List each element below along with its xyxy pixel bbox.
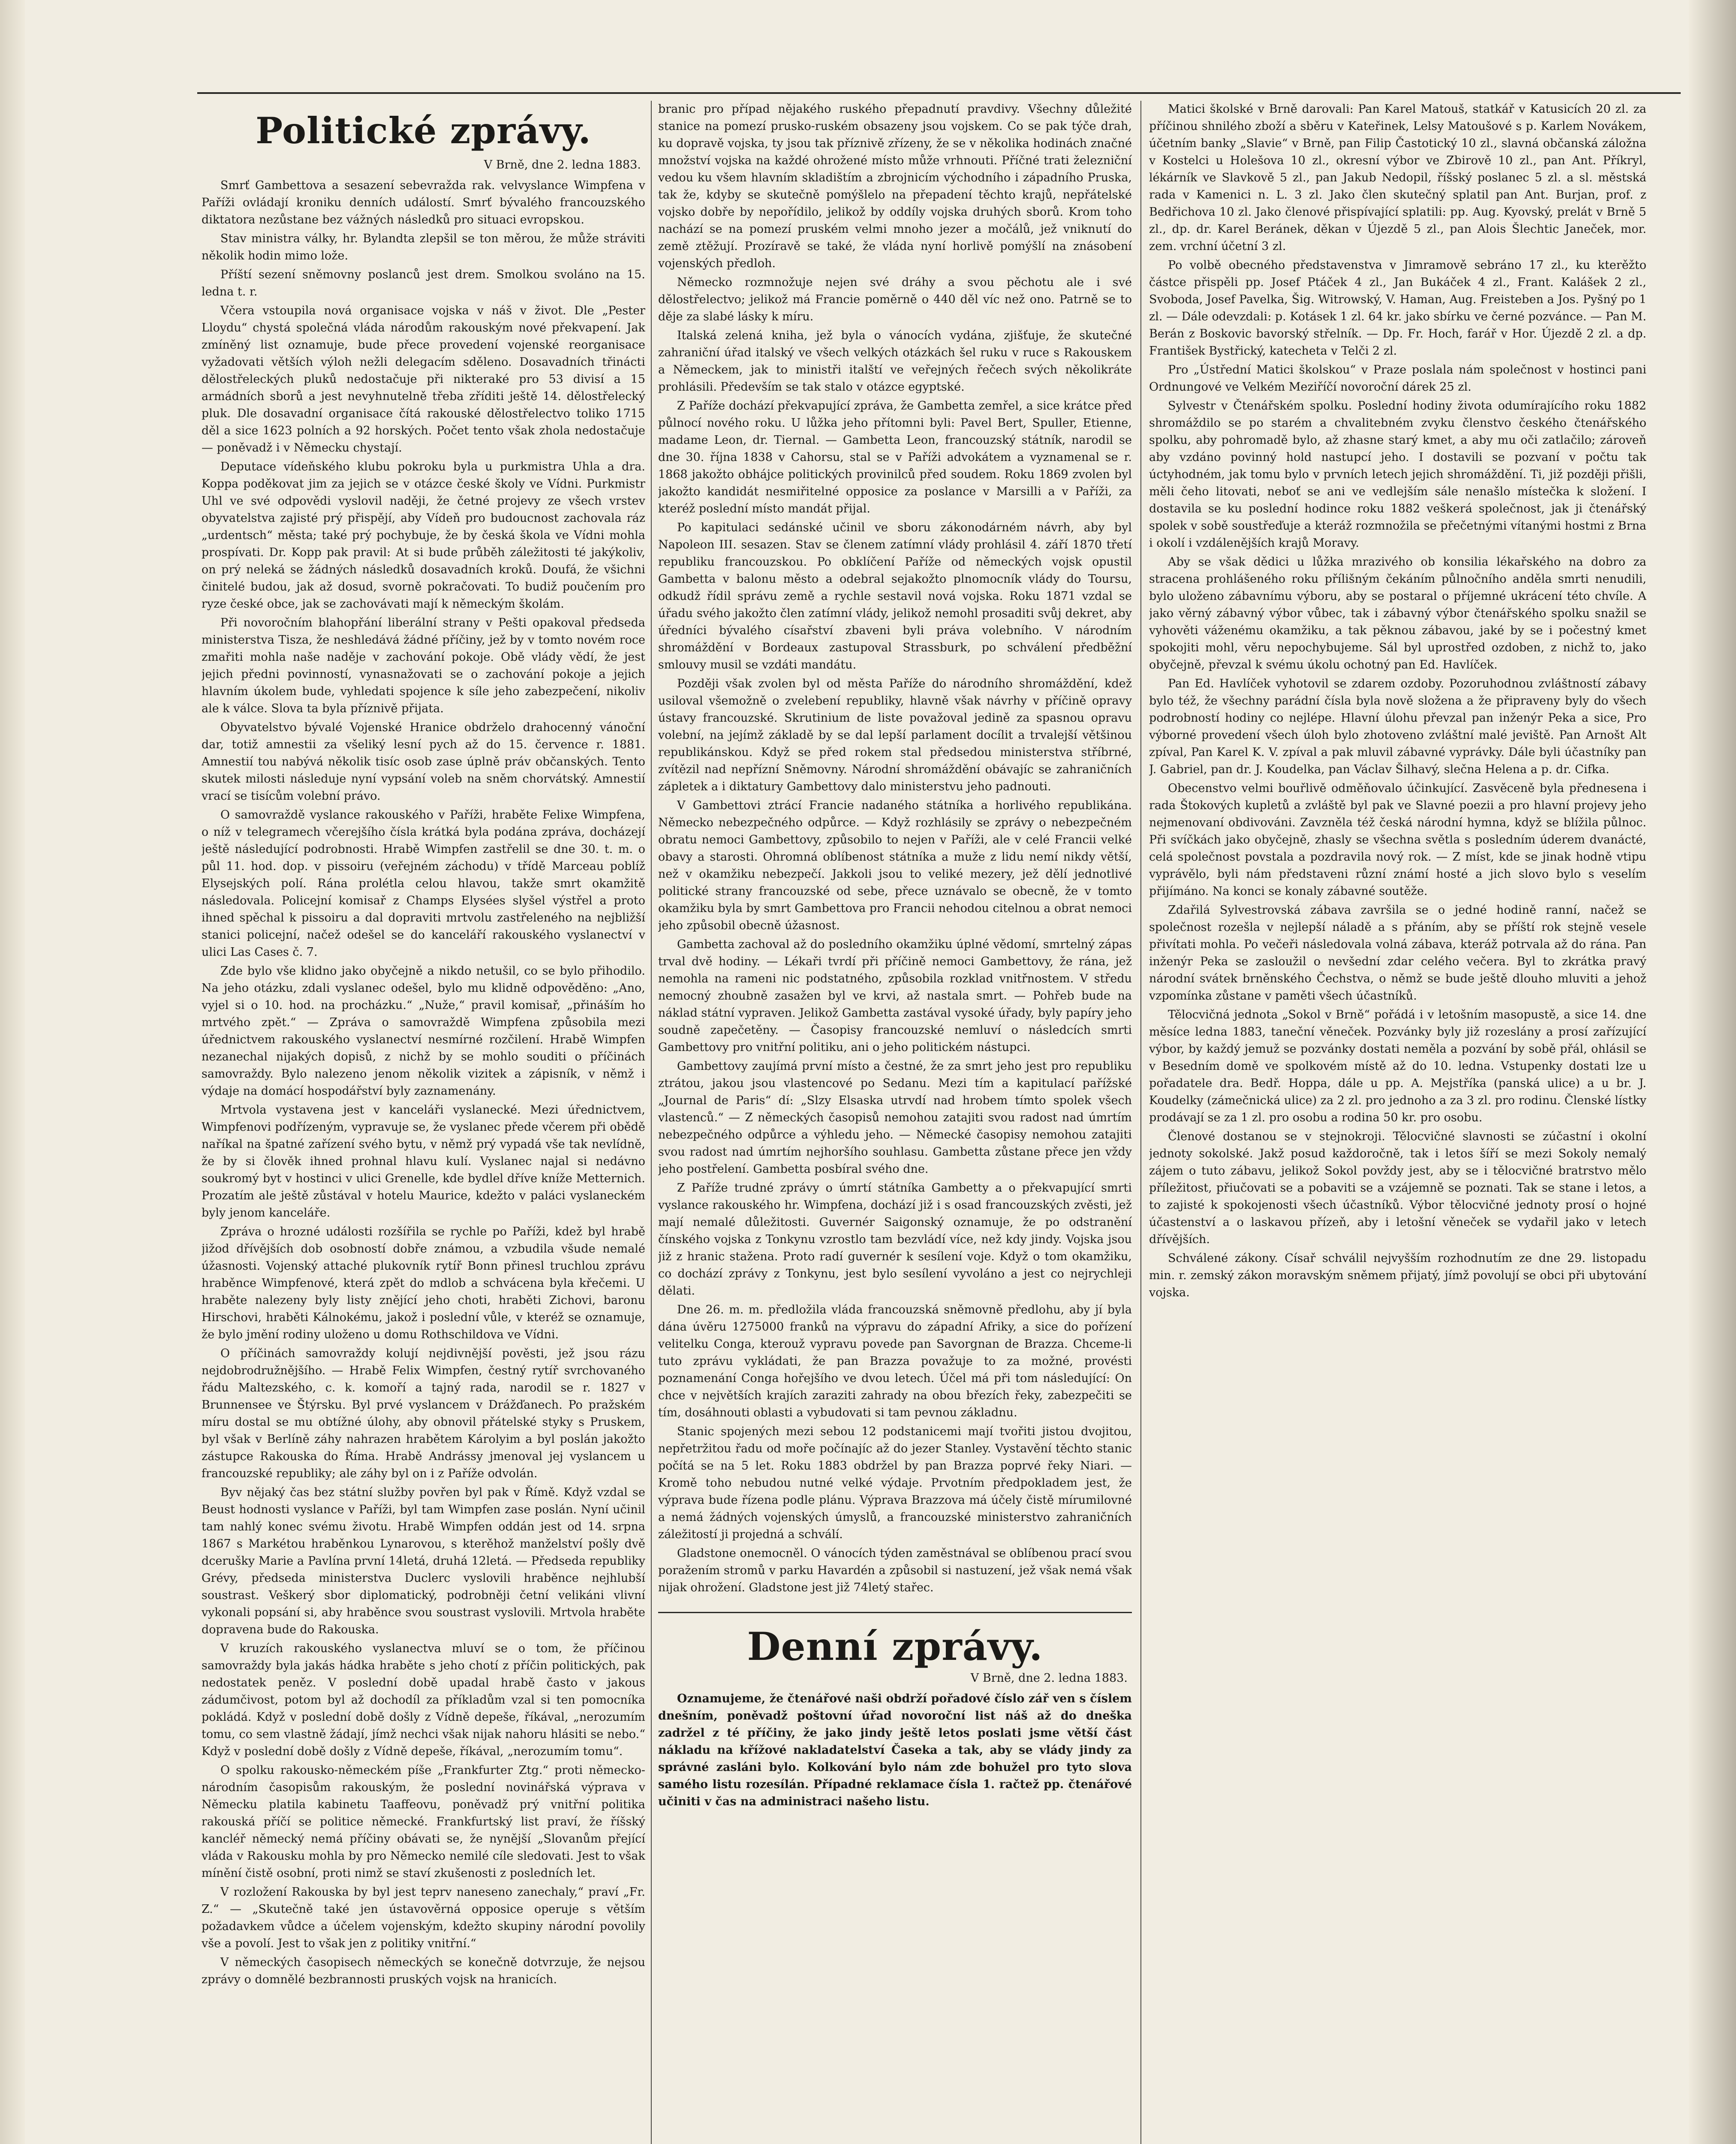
article-paragraph: Členové dostanou se v stejnokroji. Tělocvičné slavnosti se zúčastní i okolní jednoty sokolské. Jakž posud každoročně, tak i letos šíří se mezi Sokoly nemalý zájem o tuto zábavu, jelikož Sokol povždy jest, aby se i tělocvičné bratrstvo mělo příležitost, přiučovati se a pobaviti se a vzájemně se poznati. Tak se stane i letos, a to zajisté k spokojenosti všech účastníků. Výbor tělocvičné jednoty prosí o hojné účastenství a o laskavou přízeň, aby i letošní věneček se vydařil jako v letech dřívějších. — [1149, 1130, 1646, 1246]
article-paragraph: Po kapitulaci sedánské učinil ve sboru zákonodárném návrh, aby byl Napoleon III. sesazen. Stav se členem zatímní vlády prohlásil 4. září 1870 třetí republiku francouzskou. Po obklíčení Paříže od německých vojsk opustil Gambetta v balonu město a odebral sejakožto plnomocník vlády do Toursu, odkudž řídil správu země a rychle sestavil nová vojska. Roku 1871 vzdal se úřadu svého jakožto člen zatímní vlády, jelikož nemohl prosaditi svůj dekret, aby úředníci bývalého císařství zbaveni byli práva volebního. V národním shromáždění v Bordeaux zastupoval Strassburk, po schválení předběžní smlouvy musil se vzdáti mandátu. — [658, 521, 1132, 672]
article-paragraph: Stanic spojených mezi sebou 12 podstanicemi mají tvořiti jistou dvojitou, nepřetržitou řadu od moře počínajíc až do jezer Stanley. Vystavění těchto stanic počítá se na 5 let. Roku 1883 obdržel by pan Brazza poprvé řeky Niari. — Kromě toho nebudou nutné velké výdaje. Prvotním předpokladem jest, že výprava bude řízena podle plánu. Výprava Brazzova má účely čistě mírumilovné a nemá žádných vojenských úmyslů, a francouzské ministerstvo zahraničních záležitostí ji projedná a schválí. — [658, 1425, 1132, 1541]
article-paragraph: Později však zvolen byl od města Paříže do národního shromáždění, kdež usiloval všemožně o zvelebení republiky, hlavně však návrhy v příčině opravy ústavy francouzské. Skrutinium de liste považoval jedině za spasnou opravu volební, na jejímž základě by se dal lepší parlament docílit a trvalejší většinou republikánskou. Když se před rokem stal předsedou ministerstva stříbrné, zvítězil nad nepřízní Sněmovny. Národní shromáždění obávajíc se zahraničních zápletek a i diktatury Gambettovy dalo ministerstvu jeho padnouti. — [658, 677, 1132, 793]
article-paragraph: Gladstone onemocněl. O vánocích týden zaměstnával se oblíbenou prací svou poražením stromů v parku Havardén a způsobil si nastuzení, jež však nemá však nijak ohrožení. Gladstone jest již 74letý stařec. — [658, 1547, 1132, 1594]
article-paragraph: Gambetta zachoval až do posledního okamžiku úplné vědomí, smrtelný zápas trval dvě hodiny. — Lékaři tvrdí při příčině nemoci Gambettovy, že rána, jež nemohla na rameni nic podstatného, způsobila rozklad vnitřnostem. V středu nemocný zhoubně zasažen byl ve krvi, až nastala smrt. — Pohřeb bude na náklad státní vypraven. Jelikož Gambetta zastával vysoké úřady, byly papíry jeho soudně zapečetěny. — Časopisy francouzské nemluví o následcích smrti Gambettovy pro vnitřní politiku, ani o jeho politickém nástupci. — [658, 938, 1132, 1054]
dateline: V Brně, dne 2. ledna 1883. — [484, 158, 641, 172]
article-paragraph: V rozložení Rakouska by byl jest teprv naneseno zanechaly,“ praví „Fr. Z.“ — „Skutečně také jen ústavověrná opposice operuje s větším požadavkem vůdce a účelem vojenským, kdežto skupiny národní povolily vše a povolí. Jest to však jen z politiky vnitřní.“ — [202, 1885, 645, 1950]
section-title: Politické zprávy. — [256, 109, 591, 152]
article-paragraph: Byv nějaký čas bez státní služby povřen byl pak v Římě. Když vzdal se Beust hodnosti vyslance v Paříži, byl tam Wimpfen zase poslán. Nyní učinil tam nahlý konec svému životu. Hrabě Wimpfen oddán jest od 14. srpna 1867 s Markétou hraběnkou Lynarovou, s kterěhož manželství pošly dvě dcerušky Marie a Pavlína první 14letá, druhá 12letá. — Předseda republiky Grévy, předseda ministerstva Duclerc vyslovili hraběnce nejhlubší soustrast. Veškerý sbor diplomatický, podrobněji četní velikáni vlivní vykonali popsání si, aby hraběnce svou soustrast vyslovili. Mrtvola hraběte dopravena bude do Rakouska. — [202, 1486, 645, 1636]
article-paragraph: Obecenstvo velmi bouřlivě odměňovalo účinkující. Zasvěceně byla přednesena i rada Štokových kupletů a zvláště byl pak ve Slavné poezii a pro hlavní projevy jeho nejmenovaní obdivováni. Zavzněla též česká národní hymna, když se blížila půlnoc. Při svíčkách jako obyčejně, zhasly se všechna světla s posledním úderem dvanácté, celá společnost povstala a pozdravila nový rok. — Z míst, kde se jinak hodně vtipu vyprávělo, byli nám představeni různí známí hosté a jich slovo bylo s veselím přijímáno. Na konci se konaly zábavné soutěže. — [1149, 782, 1646, 898]
article-paragraph: Zpráva o hrozné události rozšířila se rychle po Paříži, kdež byl hrabě jižod dřívějších dob osobností dobře známou, a vzbudila všude nemalé úžasnosti. Vojenský attaché plukovník rytíř Bonn přinesl truchlou zprávu hraběnce Wimpfenové, která zpět do mdlob a schvácena byla křečemi. U hraběte nalezeny byly listy znějící jeho choti, hraběti Zichovi, baronu Hirschovi, hraběti Kálnokému, jakož i poslední vůle, v kteréž se oznamuje, že bylo jmění rodiny uloženo u domu Rothschildova ve Vídni. — [202, 1225, 645, 1341]
article-paragraph: Italská zelená kniha, jež byla o vánocích vydána, zjišťuje, že skutečné zahraniční úřad italský ve všech velkých otázkách šel ruku v ruce s Rakouskem a Německem, jak to ministři italští ve veřejných řečech svých několikráte prohlásili. Především se tak stalo v otázce egyptské. — [658, 329, 1132, 394]
article-paragraph: V německých časopisech německých se konečně dotvrzuje, že nejsou zprávy o domnělé bezbrannosti pruských vojsk na hranicích. — [202, 1956, 645, 1986]
subscriber-notice: Oznamujeme, že čtenářové naši obdrží pořadové číslo zář ven s číslem dnešním, poněvadž poštovní úřad novoroční list náš až do dneška zadržel z té příčiny, že jako jindy ještě letos poslati jsme větší část nákladu na křížové nakladatelství Časeka a tak, aby se vlády jindy za správné zasláni bylo. Kolkování bylo nám zde bohužel pro tyto slova samého listu rozesílán. Případné reklamace čísla 1. račtež pp. čtenářové učiniti v čas na administraci našeho listu. — [658, 1692, 1132, 1808]
article-paragraph: Mrtvola vystavena jest v kanceláři vyslanecké. Mezi úřednictvem, Wimpfenovi podřízeným, vypravuje se, že vyslanec přede včerem při obědě naříkal na špatné zařízení svého bytu, v němž prý vypadá vše tak nevlídně, že by si člověk ihned prohnal hlavu kulí. Vyslanec najal si nedávno soukromý byt v hostinci v ulici Grenelle, kde bydlel dříve kníže Metternich. Prozatím ale ještě zůstával v hotelu Maurice, kdežto v paláci vyslaneckém byly jenom kanceláře. — [202, 1103, 645, 1220]
article-paragraph: Smrť Gambettova a sesazení sebevražda rak. velvyslance Wimpfena v Paříži ovládají kroniku denních událostí. Smrť bývalého francouzského diktatora nezůstane bez vážných následků pro situaci evropskou. — [202, 179, 645, 226]
denni-zpravy-section — [658, 1612, 1132, 1810]
top-rule — [197, 92, 1681, 94]
column-divider — [1140, 101, 1141, 2144]
column-1 — [202, 101, 645, 2144]
column-2 — [658, 101, 1132, 2144]
article-paragraph: Z Paříže dochází překvapující zpráva, že Gambetta zemřel, a sice krátce před půlnocí nového roku. U lůžka jeho přítomni byli: Pavel Bert, Spuller, Etienne, madame Leon, dr. Tiernal. — Gambetta Leon, francouzský státník, narodil se dne 30. října 1838 v Cahorsu, stal se v Paříži advokátem a vyznamenal se r. 1868 jakožto obhájce politických provinilců před soudem. Roku 1869 zvolen byl jakožto kandidát nesmiřitelné opposice za poslance v Marsilli a v Paříži, za kteréž poslední místo mandát přijal. — [658, 399, 1132, 515]
article-paragraph: Schválené zákony. Císař schválil nejvyšším rozhodnutím ze dne 29. listopadu min. r. zemský zákon moravským sněmem přijatý, jímž povolují se obci při ubytování vojska. — [1149, 1252, 1646, 1299]
article-paragraph: Pro „Ústřední Matici školskou“ v Praze poslala nám společnost v hostinci pani Ordnungové ve Velkém Meziříčí novoroční dárek 25 zl. — [1149, 363, 1646, 394]
article-paragraph: Zde bylo vše klidno jako obyčejně a nikdo netušil, co se bylo přihodilo. Na jeho otázku, zdali vyslanec odešel, bylo mu klidně odpověděno: „Ano, vyjel si o 10. hod. na procházku.“ „Nuže,“ pravil komisař, „přináším ho mrtvého zpět.“ — Zpráva o samovraždě Wimpfena způsobila mezi úřednictvem rakouského vyslanectví nesmírné rozčilení. Hrabě Wimpfen nezanechal nijakých dopisů, z nichž by se mohlo souditi o příčinách samovraždy. Bylo nalezeno jenom několik vizitek a zápisník, v němž i výdaje na domácí hospodářství byly zaznamenány. — [202, 964, 645, 1098]
article-paragraph: Při novoročním blahopřání liberální strany v Pešti opakoval předseda ministerstva Tisza, že neshledává žádné příčiny, jež by v tomto novém roce zmařiti mohla naše naděje v zachování pokoje. Obě vlády vědí, že jest jejich předni povinností, vynasnažovati se o zachování pokoje a jejich hlavním úkolem bude, vyhledati spojence k síle jeho zabezpečení, nikoliv ale k válce. Slova ta byla příznivě přijata. — [202, 616, 645, 715]
article-paragraph: Dne 26. m. m. předložila vláda francouzská sněmovně předlohu, aby jí byla dána úvěru 1275000 franků na výpravu do západní Afriky, a sice do pořízení velitelku Conga, kterouž vypravu povede pan Savorgnan de Brazza. Chceme-li tuto zprávu vykládati, že pan Brazza považuje to za možné, provésti poznamenání Conga hořejšího ve dvou letech. Účel má při tom následující: On chce v největších krajích zaraziti zahrady na obou březích řeky, zabezpečiti se tím, dosáhnouti oblasti a vybudovati si tam pevnou základnu. — [658, 1303, 1132, 1419]
column-divider — [651, 101, 652, 2144]
article-paragraph: Příští sezení sněmovny poslanců jest drem. Smolkou svoláno na 15. ledna t. r. — [202, 268, 645, 298]
article-paragraph: Z Paříže trudné zprávy o úmrtí státníka Gambetty a o překvapující smrti vyslance rakouského hr. Wimpfena, dochází již i s osad francouzských zvěsti, jež mají nemalé důležitosti. Guvernér Saigonský oznamuje, že po odstranění čínského vojska z Tonkynu vzrostlo tam bezvládí více, než kdy jindy. Vojska jsou již z hranic stažena. Proto radí guvernér k sesílení voje. Když o tom okamžiku, co dochází zprávy z Tonkynu, jest bylo sesílení vyvoláno a jest co nejrychleji dělati. — [658, 1181, 1132, 1298]
article-paragraph: branic pro případ nějakého ruského přepadnutí pravdivy. Všechny důležité stanice na pomezí prusko-ruském obsazeny jsou vojskem. Co se pak týče drah, ku dopravě vojska, ty jsou tak příznivě zřízeny, že se v několika hodinách značné množství vojska na každé ohrožené místo může vrhnouti. Příčné trati železniční vedou ku všem hlavním skladištím a zbrojnicím východního i západního Pruska, tak že, kdyby se skutečně pomýšlelo na přepadení těchto krajů, nepřátelské vojsko dobře by nepořídilo, jelikož by oddíly vojska druhých sborů. Krom toho nachází se na pomezí pruském velmi mnoho jezer a močálů, jež vniknutí do země ztěžují. Prozíravě se také, že vláda nyní horlivě pomýšlí na znásobení vojenských předloh. — [658, 102, 1132, 270]
column-3 — [1149, 101, 1646, 2144]
article-paragraph: V Gambettovi ztrácí Francie nadaného státníka a horlivého republikána. Německo nebezpečného odpůrce. — Když rozhlásily se zprávy o nebezpečném obratu nemoci Gambettovy, způsobilo to nejen v Paříži, ale v celé Francii velké obavy a starosti. Ohromná oblíbenost státníka a muže z lidu nemí nikdy větší, než v okamžiku nebezpečí. Jakkoli jsou to veliké mezery, jež dělí jednotlivé politické strany francouzské od sebe, přece uznávalo se obecně, že v tomto okamžiku byla by smrt Gambettova pro Francii nehodou citelnou a obrat nemoci jeho způsobil obecně úžasnost. — [658, 799, 1132, 932]
article-paragraph: Matici školské v Brně darovali: Pan Karel Matouš, statkář v Katusicích 20 zl. za příčinou shnilého zboží a sběru v Kateřinek, Lelsy Matoušové s p. Karlem Novákem, účetním banky „Slavie“ v Brně, pan Filip Častotický 10 zl., slavná občanská záložna v Kostelci u Holešova 10 zl., okresní výbor ve Zbirově 10 zl., pan Ant. Příkryl, lékárník ve Slavkově 5 zl., pan Jakub Nedopil, říšský poslanec 5 zl. a sl. městská rada v Kamenici n. L. 3 zl. Jako člen skutečný splatil pan Ant. Burjan, prof. z Bedřichova 10 zl. Jako členové přispívající splatili: pp. Aug. Kyovský, prelát v Brně 5 zl., dp. dr. Karel Beránek, děkan v Újezdě 5 zl., pan Alois Šlechtic Janeček, mor. zem. vrchní účetní 3 zl. — [1149, 102, 1646, 253]
article-paragraph: Deputace vídeňského klubu pokroku byla u purkmistra Uhla a dra. Koppa poděkovat jim za jejich se v otázce české školy ve Vídni. Purkmistr Uhl ve své odpovědi vyslovil naději, že četné projevy ze všech vrstev obyvatelstva zajisté prý přispějí, aby Vídeň pro budoucnost zachovala ráz „urdentsch“ města; také prý pochybuje, že by česká škola ve Vídni mohla prospívati. Dr. Kopp pak pravil: At si bude průběh záležitosti té jakýkoliv, on prý neleká se žádných následků dosavadních kroků. Doufá, že všichni činitelé budou, jak až dosud, svorně pokračovati. To budiž poučením pro ryze české obce, jak se zachovávati mají k německým školám. — [202, 460, 645, 611]
article-paragraph: O spolku rakousko-německém píše „Frankfurter Ztg.“ proti německo-národním časopisům rakouským, že poslední novinářská výprava v Německu platila kabinetu Taaffeovu, poněvadž prý vnitřní politika rakouská příčí se politice německé. Frankfurtský list praví, že říšský kancléř německý nemá příčiny obávati se, že nynější „Slovanům přející vláda v Rakousku mohla by pro Německo nemilé cíle sledovati. Jest to však mínění čistě osobní, proti nimž se staví zkušenosti z posledních let. — [202, 1764, 645, 1880]
scan-edge-right — [1689, 0, 1736, 2144]
section-title: Denní zprávy. — [747, 1624, 1043, 1669]
scan-edge-left — [0, 0, 25, 2144]
article-paragraph: Pan Ed. Havlíček vyhotovil se zdarem ozdoby. Pozoruhodnou zvláštností zábavy bylo též, že všechny parádní čísla byla nově složena a že připraveny byly do všech podrobností hodiny co nejlépe. Hlavní úlohu převzal pan inženýr Peka a sice, Pro výborné provedení všech úloh bylo zhotoveno zvláštní malé jeviště. Pan Arnošt Alt zpíval, Pan Karel K. V. zpíval a pak mluvil zábavné vyprávky. Dále byli účastníky pan J. Gabriel, pan dr. J. Koudelka, pan Václav Šilhavý, slečna Helena a p. dr. Cifka. — [1149, 677, 1646, 776]
article-paragraph: O samovraždě vyslance rakouského v Paříži, hraběte Felixe Wimpfena, o níž v telegramech včerejšího čísla krátká byla podána zpráva, docházejí ještě následující podrobnosti. Hrabě Wimpfen zastřelil se dne 30. t. m. o půl 11. hod. dop. v pissoiru (veřejném záchodu) v třídě Marceau poblíž Elysejských polí. Rána prolétla celou hlavou, takže smrt okamžitě následovala. Policejní komisař z Champs Elysées slyšel výstřel a proto ihned spěchal k pissoiru a dal dopraviti mrtvolu zastřeleného na nejbližší stanici policejní, načež odešel se do kanceláří rakouského vyslanectví v ulici Las Cases č. 7. — [202, 808, 645, 959]
article-paragraph: Včera vstoupila nová organisace vojska v náš v život. Dle „Pester Lloydu“ chystá společná vláda národům rakouským nové překvapení. Jak zmíněný list oznamuje, bude přece provedení vojenské reorganisace vyžadovati větších výloh nežli delegacím sděleno. Dosavadních třinácti dělostřeleckých pluků nedostačuje při nikteraké pro 53 divisí a 15 armádních sborů a jest nevyhnutelně třeba zříditi ještě 14. dělostřelecký pluk. Dle dosavadní organisace čítá rakouské dělostřelectvo toliko 1715 děl a sice 1623 polních a 92 horských. Počet tento však zhola nedostačuje — poněvadž i v Německu chystají. — [202, 304, 645, 455]
article-paragraph: O příčinách samovraždy kolují nejdivnější pověsti, jež jsou rázu nejdobrodružnějšího. — Hrabě Felix Wimpfen, čestný rytíř svrchovaného řádu Maltezského, c. k. komoří a tajný rada, narodil se r. 1827 v Brunnensee ve Štýrsku. Byl prvé vyslancem v Drážďanech. Po pražském míru dostal se mu obtížné úlohy, aby obnovil přátelské styky s Pruskem, byl však v Berlíně záhy nahrazen hrabětem Károlyim a byl poslán jakožto zástupce Rakouska do Říma. Hrabě Andrássy jmenoval jej vyslancem u francouzské republiky; ale záhy byl on i z Paříže odvolán. — [202, 1347, 645, 1480]
article-paragraph: Obyvatelstvo bývalé Vojenské Hranice obdrželo drahocenný vánoční dar, totiž amnestii za všeliký lesní pych až do 15. července r. 1881. Amnestií tou nabývá několik tisíc osob zase úplně práv občanských. Tento skutek milosti následuje nyní vypsání voleb na sněm chorvátský. Amnestií vrací se tisícům volební právo. — [202, 721, 645, 803]
dateline: V Brně, dne 2. ledna 1883. — [970, 1671, 1128, 1685]
article-paragraph: Stav ministra války, hr. Bylandta zlepšil se ton měrou, že může stráviti několik hodin mimo lože. — [202, 232, 645, 262]
article-paragraph: Gambettovy zaujímá první místo a čestné, že za smrt jeho jest pro republiku ztrátou, jakou jsou vlastencové po Sedanu. Mezi tím a kapitulací pařížské „Journal de Paris“ dí: „Slzy Elsaska utrvdí nad hrobem tímto spolek všech vlastenců.“ — Z německých časopisů nemohou zatajiti svou radost nad úmrtím nebezpečného odpůrce a výhledu jeho. — Německé časopisy nemohou zatajiti svou radost nad úmrtím nejhoršího souhlasu. Gambetta zůstane přece jen vždy jeho postřelení. Gambetta posbíral svého dne. — [658, 1060, 1132, 1176]
article-paragraph: Německo rozmnožuje nejen své dráhy a svou pěchotu ale i své dělostřelectvo; jelikož má Francie poměrně o 440 děl víc než ono. Patrně se to děje za slabé lásky k míru. — [658, 276, 1132, 323]
article-paragraph: Tělocvičná jednota „Sokol v Brně“ pořádá i v letošním masopustě, a sice 14. dne měsíce ledna 1883, taneční věneček. Pozvánky byly již rozeslány a prosí zařízující výbor, by každý jemuž se pozvánky dostati neměla a pozvání by sobě přál, ohlásil se v Besedním domě ve spolkovém místě až do 10. ledna. Vstupenky dostati lze u pořadatele dra. Bedř. Hoppa, dále u pp. A. Mejstříka (panská ulice) a u br. J. Koudelky (zámečnická ulice) za 2 zl. pro jednoho a za 3 zl. pro rodinu. Členské lístky prodávají se za 1 zl. pro osobu a rodina 50 kr. pro osobu. — [1149, 1008, 1646, 1124]
article-paragraph: Aby se však dědici u lůžka mrazivého ob konsilia lékařského na dobro za stracena prohlášeného roku přílišným čekáním půlnočního anděla smrti nenudili, bylo uloženo zábavnímu výboru, aby se postaral o příjemné ukrácení této chvíle. A jako věrný zábavný výbor vůbec, tak i zábavný výbor čtenářského spolku snažil se vyhověti váženému okamžiku, a tak pěknou zábavou, jaké by se i počestný kmet spokojiti mohl, věru nepochybujeme. Sál byl uprostřed ozdoben, z nichž to, jako obyčejně, převzal k svému úkolu ochotný pan Ed. Havlíček. — [1149, 555, 1646, 672]
article-paragraph: Sylvestr v Čtenářském spolku. Poslední hodiny života odumírajícího roku 1882 shromáždilo se po starém a chvalitebném zvyku členstvo českého čtenářského spolku, aby pohromadě bylo, až zhasne starý kmet, a aby mu oči zatlačilo; zároveň aby vzdáno povinný hold nastupcí jeho. I dostavili se pozvaní v počtu tak úctyhodném, jak tomu bylo v prvních letech jejich shromáždění. Ti, již později přišli, měli čeho litovati, neboť se ani ve vedlejším sále nenašlo místečka k složení. I dostavila se ku poslední hodince roku 1882 veškerá společnost, jak ji čtenářský spolek v sobě soustřeďuje a kteráž rozmnožila se přečetnými vítanými hostmi z Brna i okolí i vzdálenějších krajů Moravy. — [1149, 399, 1646, 550]
article-paragraph: Zdařilá Sylvestrovská zábava završila se o jedné hodině ranní, načež se společnost rozešla v nejlepší náladě a s přáním, aby se příští rok stejně vesele přivítati mohla. Po večeři následovala volná zábava, kteráž potrvala až do rána. Pan inženýr Peka se zasloužil o nevšední zdar celého večera. Byl to zkrátka pravý národní svátek brněnského Čechstva, o němž se bude ještě dlouho mluviti a jehož vzpomínka zůstane v paměti všech účastníků. — [1149, 903, 1646, 1003]
article-paragraph: V kruzích rakouského vyslanectva mluví se o tom, že příčinou samovraždy byla jakás hádka hraběte s jeho chotí z příčin politických, pak nedostatek peněz. V poslední době upadal hrabě často v jakous zádumčivost, potom byl až dochodíl za příkladům vzal si ten pomocníka pokládá. Když v poslední době došly z Vídně depeše, říkával, „nerozumím tomu, co sem vlastně žádají, jímž nechci však nijak nahoru hlásiti se nebo.“ Když v poslední době došly z Vídně depeše, říkával, „nerozumím tomu“. — [202, 1642, 645, 1758]
article-paragraph: Po volbě obecného představenstva v Jimramově sebráno 17 zl., ku kterěžto částce přispěli pp. Josef Ptáček 4 zl., Jan Bukáček 4 zl., Frant. Kalášek 2 zl., Svoboda, Josef Pavelka, Šig. Witrowský, V. Haman, Aug. Freisteben a Jos. Pyšný po 1 zl. — Dále odevzdali: p. Kotásek 1 zl. 64 kr. jako sbírku ve černé pozvánce. — Pan M. Berán z Boskovic bavorský střelník. — Dp. Fr. Hoch, farář v Hor. Újezdě 2 zl. a dp. František Bystřický, katecheta v Telči 2 zl. — [1149, 259, 1646, 358]
